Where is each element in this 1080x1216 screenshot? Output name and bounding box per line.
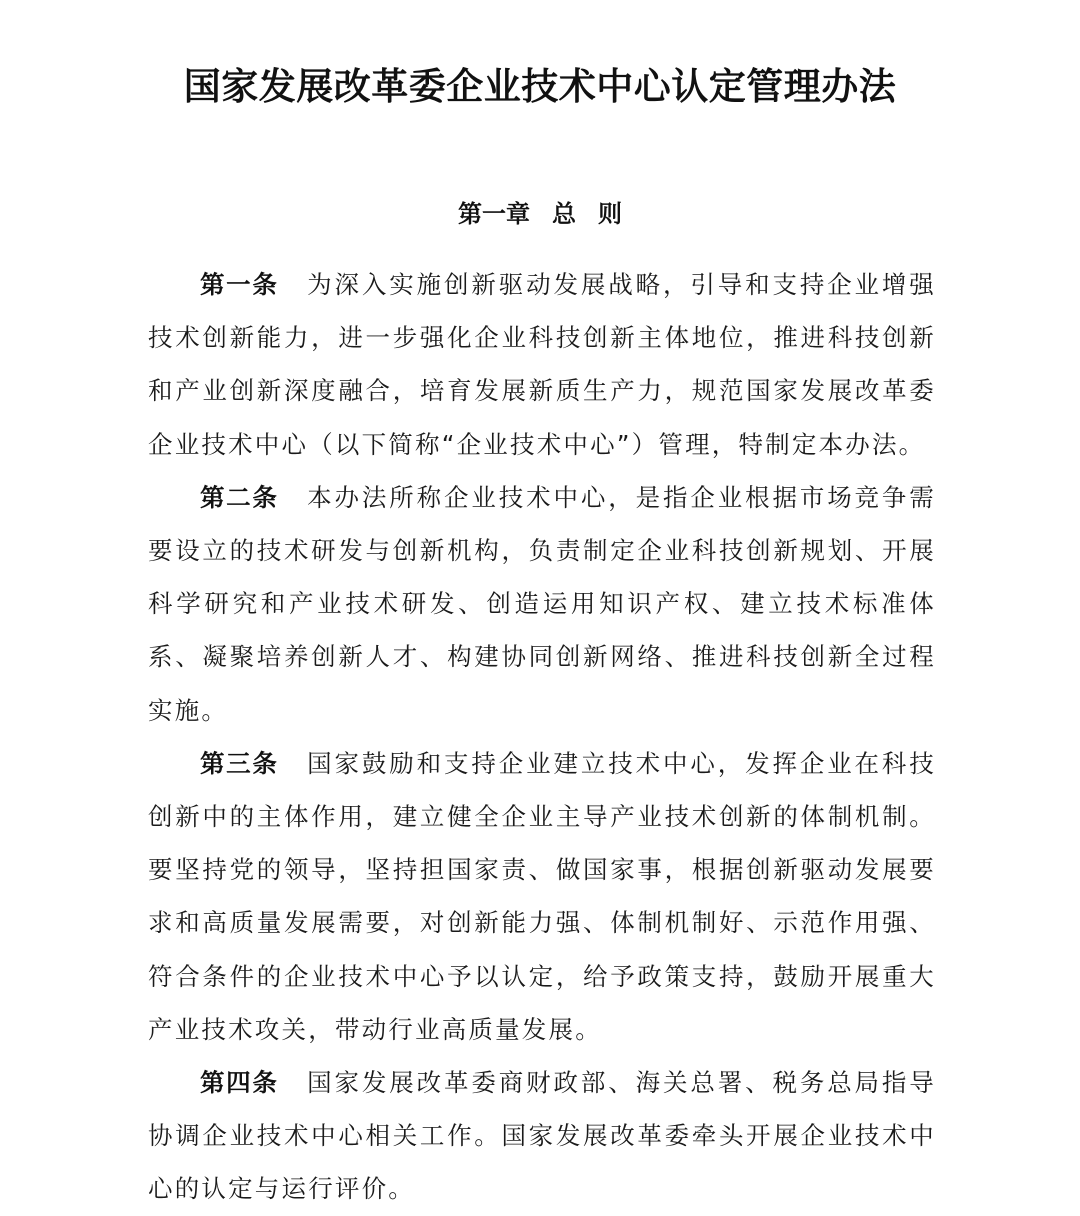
document-body — [148, 258, 936, 1216]
chapter-name-part2: 则 — [598, 200, 622, 228]
article-text: 为深入实施创新驱动发展战略，引导和支持企业增强技术创新能力，进一步强化企业科技创新主体地位，推进科技创新和产业创新深度融合，培育发展新质生产力，规范国家发展改革委企业技术中心（以下简称“企业技术中心”）管理，特制定本办法。 — [148, 270, 936, 459]
article-text: 国家发展改革委商财政部、海关总署、税务总局指导协调企业技术中心相关工作。国家发展改革委牵头开展企业技术中心的认定与运行评价。 — [148, 1068, 936, 1204]
article-label: 第一条 — [200, 270, 279, 299]
chapter-number: 第一章 — [458, 200, 530, 228]
chapter-heading — [0, 194, 1080, 234]
article-text: 国家鼓励和支持企业建立技术中心，发挥企业在科技创新中的主体作用，建立健全企业主导产业技术创新的体制机制。要坚持党的领导，坚持担国家责、做国家事，根据创新驱动发展要求和高质量发展需要，对创新能力强、体制机制好、示范作用强、符合条件的企业技术中心予以认定，给予政策支持，鼓励开展重大产业技术攻关，带动行业高质量发展。 — [148, 748, 936, 1044]
article-3 — [148, 737, 936, 1056]
document-title: 国家发展改革委企业技术中心认定管理办法 — [183, 64, 897, 108]
article-label: 第四条 — [200, 1068, 279, 1098]
article-label: 第三条 — [200, 748, 279, 778]
article-2 — [148, 471, 936, 737]
article-text: 本办法所称企业技术中心，是指企业根据市场竞争需要设立的技术研发与创新机构，负责制定企业科技创新规划、开展科学研究和产业技术研发、创造运用知识产权、建立技术标准体系、凝聚培养创新人才、构建协同创新网络、推进科技创新全过程实施。 — [148, 482, 936, 725]
article-4 — [148, 1056, 936, 1216]
chapter-name-part1: 总 — [552, 200, 576, 228]
article-1 — [148, 258, 936, 471]
article-label: 第二条 — [200, 482, 279, 512]
